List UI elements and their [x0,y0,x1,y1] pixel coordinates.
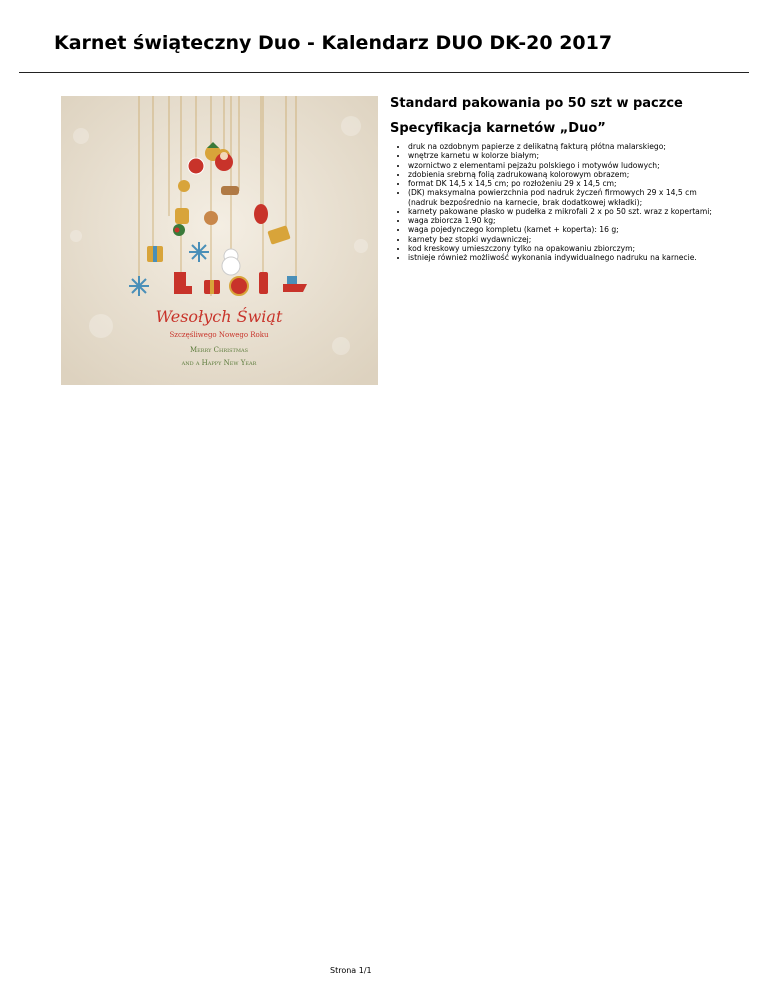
card-english-line2: and a Happy New Year [181,359,257,367]
title-divider [19,72,749,73]
spec-item: • istnieje również możliwość wykonania indywidualnego nadruku na karnecie. [408,253,728,262]
spec-item: • kod kreskowy umieszczony tylko na opakowaniu zbiorczym; [408,244,728,253]
spec-item: • wnętrze karnetu w kolorze białym; [408,151,728,160]
page-footer: Strona 1/1 [330,966,372,975]
card-english-line1: Merry Christmas [189,346,249,354]
spec-item: • druk na ozdobnym papierze z delikatną fakturą płótna malarskiego; [408,142,728,151]
spec-item: • format DK 14,5 x 14,5 cm; po rozłożeniu 29 x 14,5 cm; [408,179,728,188]
packaging-heading: Standard pakowania po 50 szt w paczce [390,96,683,111]
spec-item: • waga zbiorcza 1.90 kg; [408,216,728,225]
card-greeting-sub: Szczęśliwego Nowego Roku [169,331,269,339]
spec-item: • zdobienia srebrną folią zadrukowaną kolorowym obrazem; [408,170,728,179]
product-image [61,96,378,385]
page-title: Karnet świąteczny Duo - Kalendarz DUO DK-20 2017 [54,32,613,54]
spec-item: • waga pojedynczego kompletu (karnet + koperta): 16 g; [408,225,728,234]
spec-item: • (DK) maksymalna powierzchnia pod nadruk życzeń firmowych 29 x 14,5 cm (nadruk bezpośrednio na karnecie, brak dodatkowej wkładki); [408,188,728,207]
card-greeting: Wesołych Świąt [155,307,283,326]
spec-item: • karnety pakowane płasko w pudełka z mikrofali 2 x po 50 szt. wraz z kopertami; [408,207,728,216]
spec-item: • karnety bez stopki wydawniczej; [408,235,728,244]
spec-item: • wzornictwo z elementami pejzażu polskiego i motywów ludowych; [408,161,728,170]
spec-heading: Specyfikacja karnetów „Duo” [390,121,606,136]
spec-list [390,142,728,262]
